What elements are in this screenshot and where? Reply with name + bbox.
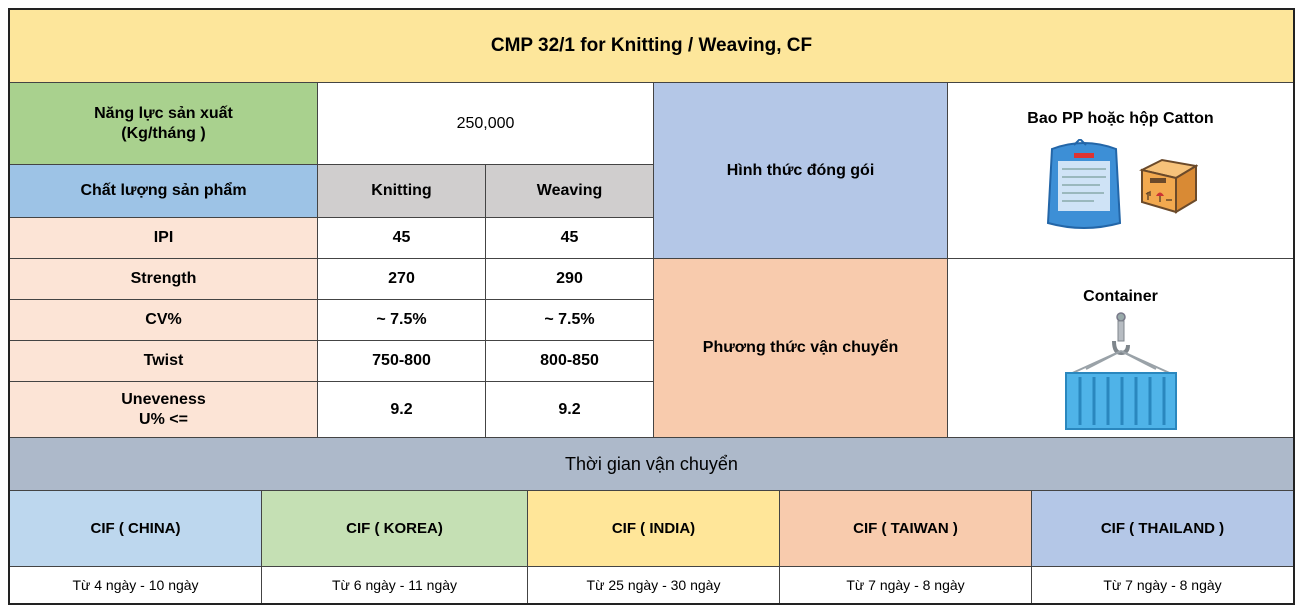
cif-taiwan: CIF ( TAIWAN ) (780, 491, 1032, 567)
param-uneveness: Uneveness U% <= (10, 382, 318, 438)
param-cv: CV% (10, 300, 318, 341)
quality-label: Chất lượng sản phẩm (10, 165, 318, 218)
cif-china: CIF ( CHINA) (10, 491, 262, 567)
cif-thailand: CIF ( THAILAND ) (1032, 491, 1293, 567)
shipping-method-value: Container (1083, 288, 1158, 305)
container-icon (1056, 311, 1186, 433)
twist-knitting: 750-800 (318, 341, 486, 382)
knitting-header: Knitting (318, 165, 486, 218)
time-thailand: Từ 7 ngày - 8 ngày (1103, 577, 1222, 593)
shipping-method-label: Phương thức vận chuyển (654, 259, 948, 438)
ipi-knitting: 45 (318, 218, 486, 259)
param-ipi: IPI (10, 218, 318, 259)
table-title: CMP 32/1 for Knitting / Weaving, CF (10, 10, 1293, 83)
cif-korea: CIF ( KOREA) (262, 491, 528, 567)
pp-bag-icon (1044, 139, 1124, 231)
packaging-value: Bao PP hoặc hộp Catton (1027, 110, 1214, 127)
packaging-label: Hình thức đóng gói (654, 83, 948, 259)
capacity-value: 250,000 (318, 83, 654, 165)
weaving-header: Weaving (486, 165, 654, 218)
strength-weaving: 290 (486, 259, 654, 300)
time-korea: Từ 6 ngày - 11 ngày (262, 567, 528, 603)
carton-box-icon (1138, 156, 1198, 214)
time-china: Từ 4 ngày - 10 ngày (10, 567, 262, 603)
time-taiwan: Từ 7 ngày - 8 ngày (780, 567, 1032, 603)
uneveness-weaving: 9.2 (486, 382, 654, 438)
packaging-cell (948, 83, 1293, 259)
param-strength: Strength (10, 259, 318, 300)
time-india: Từ 25 ngày - 30 ngày (528, 567, 780, 603)
ipi-weaving: 45 (486, 218, 654, 259)
param-twist: Twist (10, 341, 318, 382)
capacity-label: Năng lực sản xuất (Kg/tháng ) (10, 83, 318, 165)
spec-table (8, 8, 1295, 605)
packaging-icons (1044, 139, 1198, 231)
shipping-time-title: Thời gian vận chuyển (10, 438, 1293, 491)
uneveness-knitting: 9.2 (318, 382, 486, 438)
strength-knitting: 270 (318, 259, 486, 300)
twist-weaving: 800-850 (486, 341, 654, 382)
shipping-method-cell (948, 259, 1293, 438)
cv-weaving: ~ 7.5% (486, 300, 654, 341)
cif-india: CIF ( INDIA) (528, 491, 780, 567)
cv-knitting: ~ 7.5% (318, 300, 486, 341)
